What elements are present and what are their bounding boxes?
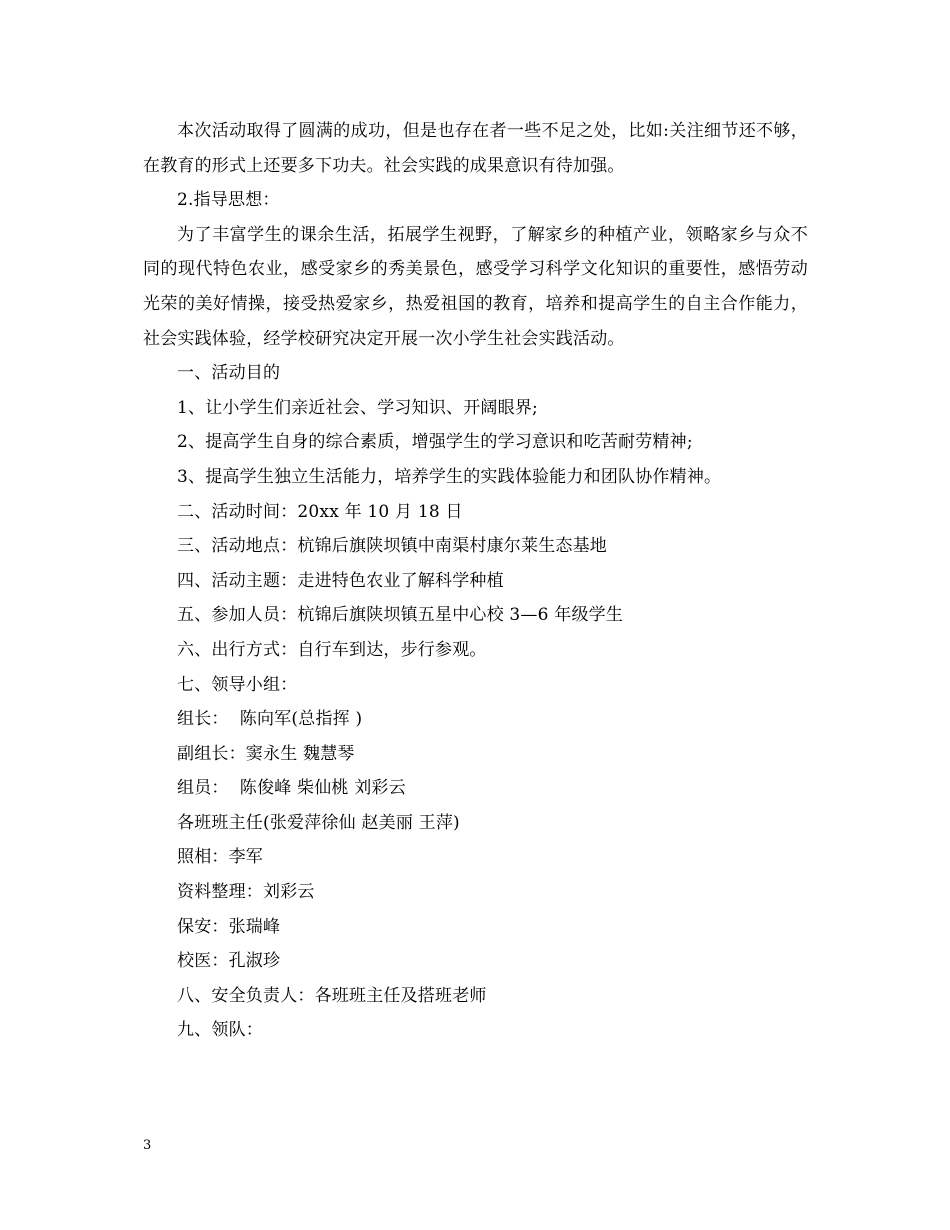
paragraph-guiding-thought: 为了丰富学生的课余生活，拓展学生视野，了解家乡的种植产业，领略家乡与众不同的现代特色农业，感受家乡的秀美景色，感受学习科学文化知识的重要性，感悟劳动光荣的美好情操，接受热爱家乡，热爱祖国的教育，培养和提高学生的自主合作能力，社会实践体验，经学校研究决定开展一次小学生社会实践活动。: [143, 224, 808, 349]
class-teachers-line: 各班班主任(张爱萍徐仙 赵美丽 王萍): [177, 812, 460, 833]
page-number: 3: [143, 1138, 152, 1153]
doctor-line: 校医：孔淑珍: [177, 951, 281, 972]
list-item-purpose-3: 3、提高学生独立生活能力，培养学生的实践体验能力和团队协作精神。: [177, 466, 722, 487]
section-heading-purpose: 一、活动目的: [177, 363, 281, 384]
section-activity-theme: 四、活动主题：走进特色农业了解科学种植: [177, 570, 504, 591]
section-participants: 五、参加人员：杭锦后旗陕坝镇五星中心校 3—6 年级学生: [177, 605, 624, 626]
section-activity-location: 三、活动地点：杭锦后旗陕坝镇中南渠村康尔莱生态基地: [177, 536, 607, 557]
members-line: 组员： 陈俊峰 柴仙桃 刘彩云: [177, 778, 406, 799]
security-line: 保安：张瑞峰: [177, 916, 281, 937]
deputy-leader-line: 副组长：窦永生 魏慧琴: [177, 743, 355, 764]
materials-line: 资料整理：刘彩云: [177, 882, 315, 903]
leader-line: 组长： 陈向军(总指挥 ): [177, 709, 363, 730]
photographer-line: 照相：李军: [177, 847, 263, 868]
section-activity-time: 二、活动时间：20xx 年 10 月 18 日: [177, 501, 463, 522]
section-safety-officer: 八、安全负责人：各班班主任及搭班老师: [177, 985, 487, 1006]
document-body: [143, 114, 808, 1048]
list-item-purpose-2: 2、提高学生自身的综合素质，增强学生的学习意识和吃苦耐劳精神;: [177, 432, 693, 453]
list-item-purpose-1: 1、让小学生们亲近社会、学习知识、开阔眼界;: [177, 397, 538, 418]
paragraph-summary: 本次活动取得了圆满的成功，但是也存在者一些不足之处，比如:关注细节还不够，在教育的形式上还要多下功夫。社会实践的成果意识有待加强。: [143, 121, 808, 176]
paragraph-guiding-heading: 2.指导思想：: [177, 190, 280, 211]
section-leadership-heading: 七、领导小组：: [177, 674, 298, 695]
section-travel-mode: 六、出行方式：自行车到达，步行参观。: [177, 639, 487, 660]
section-team-lead: 九、领队：: [177, 1020, 263, 1041]
